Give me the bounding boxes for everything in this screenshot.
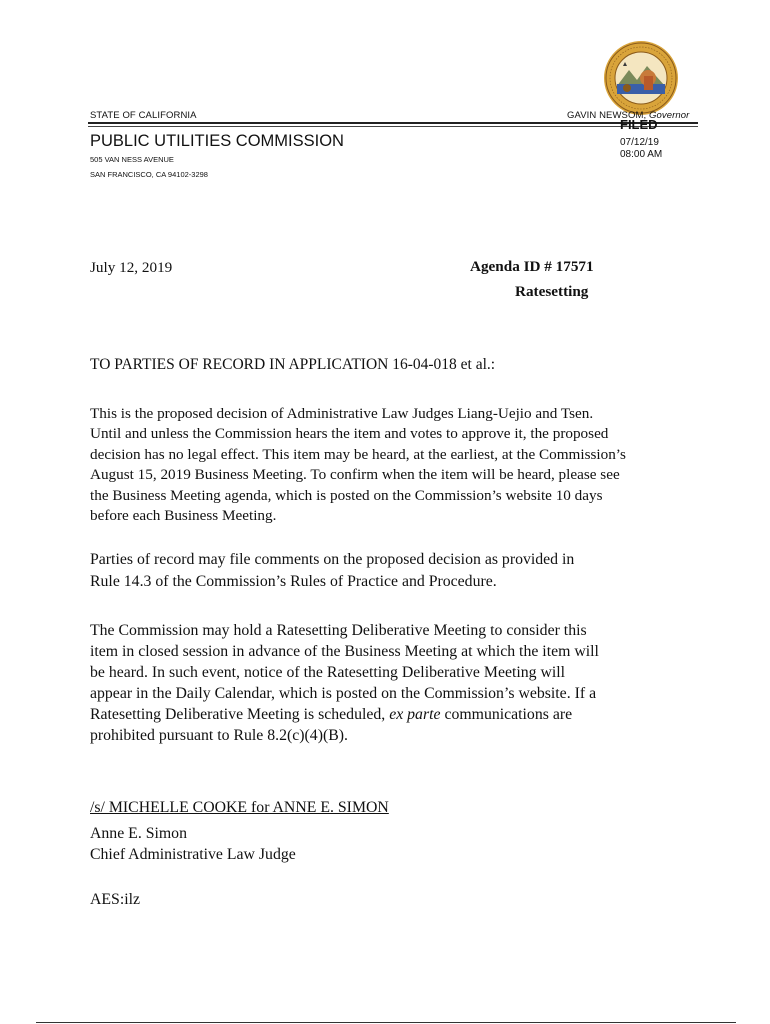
- initials: AES:ilz: [90, 891, 141, 908]
- filed-stamp-time: 08:00 AM: [620, 149, 663, 160]
- filed-stamp-date: 07/12/19: [620, 137, 659, 148]
- text-segment: communications are: [440, 706, 573, 723]
- text-line: Parties of record may file comments on the proposed decision as provided in: [90, 551, 575, 568]
- agency-name: PUBLIC UTILITIES COMMISSION: [90, 132, 344, 150]
- state-name: STATE OF CALIFORNIA: [90, 110, 197, 121]
- filed-stamp-label: FILED: [620, 117, 658, 132]
- letterhead-rule-thin: [88, 126, 698, 127]
- governor-title: Governor: [649, 110, 690, 121]
- agenda-id: Agenda ID # 17571: [470, 258, 594, 275]
- letterhead-rule-thick: [88, 122, 698, 124]
- text-line: decision has no legal effect. This item may be heard, at the earliest, at the Commission’s: [90, 445, 626, 463]
- paragraph-deliberative-meeting: [90, 620, 690, 746]
- text-line: item in closed session in advance of the Business Meeting at which the item will: [90, 643, 599, 660]
- address-city: SAN FRANCISCO, CA 94102-3298: [90, 170, 208, 179]
- paragraph-comments: [90, 549, 690, 593]
- text-segment: Ratesetting Deliberative Meeting is scheduled,: [90, 706, 390, 723]
- text-line: prohibited pursuant to Rule 8.2(c)(4)(B).: [90, 727, 348, 744]
- signer-name: Anne E. Simon: [90, 825, 187, 842]
- letter-date: July 12, 2019: [90, 259, 173, 276]
- governor-name: GAVIN NEWSOM,: [567, 110, 647, 121]
- signer-title: Chief Administrative Law Judge: [90, 846, 296, 863]
- text-line: The Commission may hold a Ratesetting Deliberative Meeting to consider this: [90, 622, 587, 639]
- footer-rule: [36, 1022, 736, 1023]
- agenda-category: Ratesetting: [515, 283, 589, 300]
- text-line: appear in the Daily Calendar, which is posted on the Commission’s website. If a: [90, 685, 597, 702]
- text-line: Rule 14.3 of the Commission’s Rules of Practice and Procedure.: [90, 573, 497, 590]
- address-street: 505 VAN NESS AVENUE: [90, 155, 174, 164]
- signature-line: /s/ MICHELLE COOKE for ANNE E. SIMON: [90, 799, 389, 816]
- text-italic-ex-parte: ex parte: [389, 706, 441, 723]
- text-line: be heard. In such event, notice of the Ratesetting Deliberative Meeting will: [90, 664, 566, 681]
- paragraph-proposed-decision: [90, 404, 690, 526]
- text-line: [90, 704, 690, 725]
- text-line: Until and unless the Commission hears the item and votes to approve it, the proposed: [90, 425, 609, 443]
- text-line: before each Business Meeting.: [90, 507, 277, 525]
- salutation: TO PARTIES OF RECORD IN APPLICATION 16-04-018 et al.:: [90, 356, 496, 373]
- text-line: This is the proposed decision of Administrative Law Judges Liang-Uejio and Tsen.: [90, 405, 594, 422]
- text-line: the Business Meeting agenda, which is posted on the Commission’s website 10 days: [90, 486, 603, 504]
- text-line: August 15, 2019 Business Meeting. To confirm when the item will be heard, please see: [90, 466, 620, 484]
- state-seal-icon: [603, 40, 679, 116]
